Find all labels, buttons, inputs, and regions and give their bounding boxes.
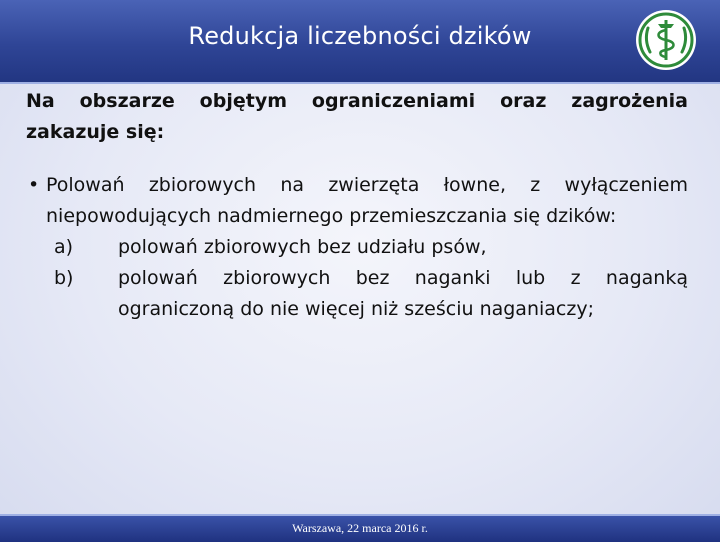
bullet-text: Polowań zbiorowych na zwierzęta łowne, z wyłączeniem niepowodujących nadmiernego przemieszczania się dzików: [46, 174, 688, 227]
caduceus-emblem-icon [634, 8, 698, 72]
footer-text: Warszawa, 22 marca 2016 r. [292, 521, 428, 535]
sub-item-text: polowań zbiorowych bez udziału psów, [118, 236, 487, 258]
sub-item-marker: b) [54, 267, 74, 289]
sub-item-marker: a) [54, 236, 74, 258]
sub-item-b [46, 263, 688, 325]
bullet-symbol: • [28, 174, 40, 196]
slide-content [26, 86, 688, 325]
sub-item-text: polowań zbiorowych bez naganki lub z naganką ograniczoną do nie więcej niż sześciu naganiaczy; [118, 267, 688, 320]
lead-text: Na obszarze objętym ograniczeniami oraz zagrożenia zakazuje się: [26, 90, 688, 143]
slide-title: Redukcja liczebności dzików [188, 22, 532, 50]
sub-item-a [46, 232, 688, 263]
bullet-item [26, 170, 688, 325]
header-bar [0, 0, 720, 84]
footer-bar [0, 514, 720, 542]
